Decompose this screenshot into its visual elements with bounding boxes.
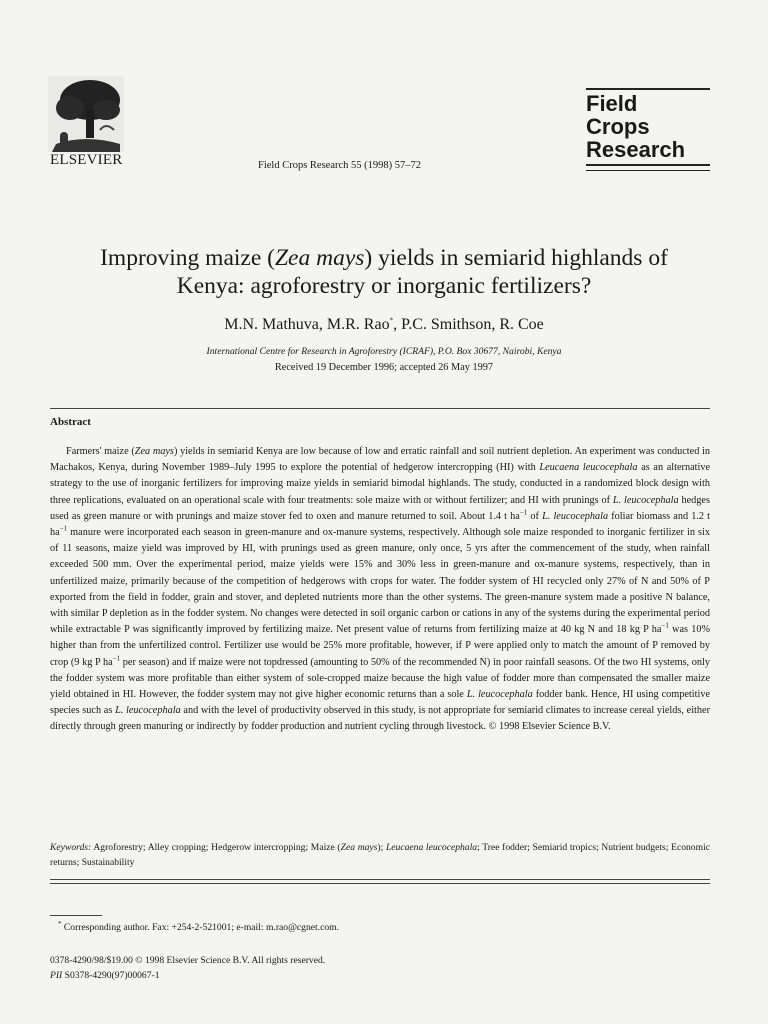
- pii-line: PII S0378-4290(97)00067-1: [50, 970, 160, 981]
- article-title: [40, 244, 728, 300]
- journal-title-rule-top: [586, 88, 710, 90]
- abstract-top-rule: [50, 408, 710, 409]
- corresponding-author-footnote: * Corresponding author. Fax: +254-2-521001; e-mail: m.rao@cgnet.com.: [58, 919, 339, 933]
- abstract-bottom-rule-2: [50, 883, 710, 884]
- corresponding-marker: *: [389, 316, 394, 325]
- journal-title-rule-bottom-thin: [586, 170, 710, 171]
- journal-title-rule-bottom: [586, 164, 710, 166]
- abstract-heading: Abstract: [50, 416, 91, 428]
- footnote-rule: [50, 915, 102, 916]
- keywords-label: Keywords:: [50, 842, 92, 853]
- affiliation: International Centre for Research in Agroforestry (ICRAF), P.O. Box 30677, Nairobi, Kenya: [206, 346, 562, 357]
- journal-title: [586, 92, 710, 161]
- title-text: ) yields in semiarid highlands of: [364, 245, 668, 271]
- author-list: [40, 316, 728, 334]
- journal-title-line: Field: [586, 91, 638, 116]
- issn-copyright-line: 0378-4290/98/$19.00 © 1998 Elsevier Science B.V. All rights reserved.: [50, 955, 326, 966]
- title-species: Zea mays: [274, 245, 365, 271]
- publisher-name: ELSEVIER: [50, 152, 123, 168]
- keywords: Keywords: Agroforestry; Alley cropping; Hedgerow intercropping; Maize (Zea mays); Leucaena leucocephala; Tree fodder; Semiarid tropics; Nutrient budgets; Economic returns; Sustainability: [50, 842, 710, 868]
- journal-title-line: Crops: [586, 114, 650, 139]
- authors-text: , P.C. Smithson, R. Coe: [393, 316, 544, 333]
- abstract-body: Farmers' maize (Zea mays) yields in semiarid Kenya are low because of low and erratic rainfall and soil nutrient depletion. An experiment was conducted in Machakos, Kenya, during November 1989–July 1995 to explore the potential of hedgerow intercropping (HI) with Leucaena leucocephala as an alternative strategy to the use of inorganic fertilizers for improving maize yields in semiarid bimodal highlands. The study, conducted in a randomized block design with three replications, evaluated on an operational scale with four treatments: sole maize with or without fertilizer; and HI with prunings of L. leucocephala hedges used as green manure or with prunings and maize stover fed to oxen and manure returned to soil. About 1.4 t $ha^{-1}$ of L. leucocephala foliar biomass and 1.2 t $ha^{-1}$ manure were incorporated each season in green-manure and ox-manure systems, respectively. Although sole maize responded to inorganic fertilizer in six of 11 seasons, maize yield was improved by HI, with prunings used as green manure, only once, 5 yrs after the commencement of the study, when rainfall exceeded 500 mm. Over the experimental period, maize yields were 15% and 30% less in green-manure and ox-manure systems, respectively, than in unfertilized maize, primarily because of the competition of hedgerows with crops for water. The fodder system of HI recycled only 27% of N and 50% of P exported from the field in fodder, grain and stover, and depleted nutrients more than the other systems. The green-manure system made a positive N balance, with similar P depletion as in the fodder system. No changes were detected in soil organic carbon or cations in any of the systems during the experimental period while extractable P was significantly improved by fertilizing maize. Net present value of returns from fertilizing maize at 40 kg N and 18 kg P $ha^{-1}$ was 10% higher than from the unfertilized control. Fertilizer use would be 25% more profitable, however, if P were applied only to match the amount of P removed by crop (9 kg P $ha^{-1}$ per season) and if maize were not topdressed (amounting to 50% of the recommended N) in poor rainfall seasons. Of the two HI systems, only the fodder system was more profitable than either system of sole-cropped maize because the high value of fodder more than compensated the smaller maize yield obtained in HI. However, the fodder system may not give higher economic returns than a sole L. leucocephala fodder bank. Hence, HI using competitive species such as L. leucocephala and with the level of productivity observed in this study, is not appropriate for semiarid climates to increase cereal yields, either directly through green manuring or indirectly by fodder production and nutrient cycling through livestock. © 1998 Elsevier Science B.V.: [50, 446, 711, 733]
- abstract-bottom-rule: [50, 879, 710, 880]
- title-text: Improving maize (: [100, 245, 275, 271]
- journal-citation: Field Crops Research 55 (1998) 57–72: [258, 160, 422, 171]
- copyright-block: [50, 953, 325, 983]
- journal-title-line: Research: [586, 137, 686, 162]
- elsevier-tree-logo: [46, 74, 126, 154]
- title-text: Kenya: agroforestry or inorganic fertilizers?: [176, 273, 592, 299]
- received-accepted-dates: Received 19 December 1996; accepted 26 May 1997: [274, 362, 494, 373]
- authors-text: M.N. Mathuva, M.R. Rao: [224, 316, 390, 333]
